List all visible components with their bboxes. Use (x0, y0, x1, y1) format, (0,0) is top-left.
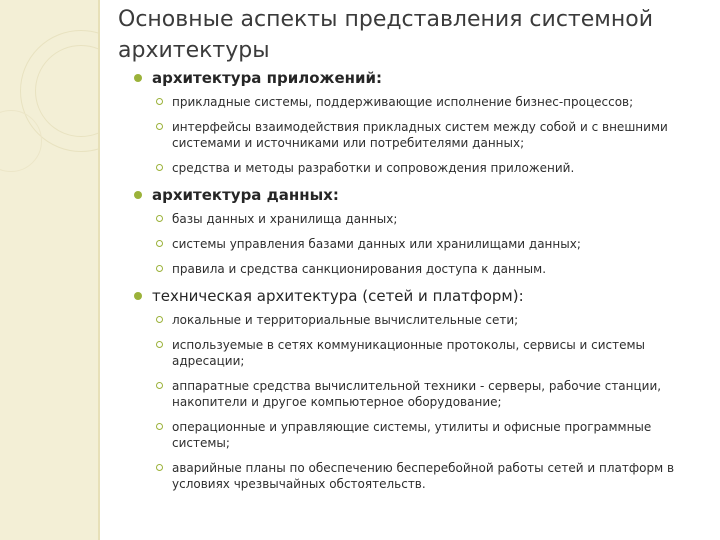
list-item-text: аппаратные средства вычислительной техники - серверы, рабочие станции, накопители и другое компьютерное оборудование; (172, 379, 662, 409)
section-applications (134, 68, 706, 176)
ring-bullet-icon (156, 98, 163, 105)
slide-title: Основные аспекты представления системной архитектуры (118, 7, 654, 63)
list-item-text: локальные и территориальные вычислительные сети; (172, 313, 519, 327)
section-heading: архитектура приложений: (152, 69, 383, 87)
ring-bullet-icon (156, 240, 163, 247)
list-item-text: базы данных и хранилища данных; (172, 212, 398, 226)
ring-bullet-icon (156, 164, 163, 171)
ring-bullet-icon (156, 341, 163, 348)
ring-bullet-icon (156, 382, 163, 389)
list-item (152, 236, 706, 252)
section-technical (134, 286, 706, 492)
sub-list (152, 94, 706, 176)
ring-bullet-icon (156, 423, 163, 430)
sub-list (152, 211, 706, 277)
bullet-icon (134, 74, 142, 82)
list-item-text: системы управления базами данных или хранилищами данных; (172, 237, 581, 251)
ring-bullet-icon (156, 464, 163, 471)
list-item (152, 261, 706, 277)
bullet-icon (134, 292, 142, 300)
list-item (152, 160, 706, 176)
section-heading: техническая архитектура (сетей и платформ): (152, 287, 524, 305)
ring-bullet-icon (156, 215, 163, 222)
list-item (152, 419, 706, 451)
list-item-text: аварийные планы по обеспечению бесперебойной работы сетей и платформ в условиях чрезвычайных обстоятельств. (172, 461, 675, 491)
list-item (152, 211, 706, 227)
list-item (152, 94, 706, 110)
bullet-icon (134, 191, 142, 199)
list-item-text: интерфейсы взаимодействия прикладных систем между собой и с внешними системами и источниками или потребителями данных; (172, 120, 668, 150)
section-heading: архитектура данных: (152, 186, 339, 204)
list-item-text: правила и средства санкционирования доступа к данным. (172, 262, 547, 276)
list-item (152, 378, 706, 410)
ring-bullet-icon (156, 123, 163, 130)
section-data (134, 185, 706, 277)
list-item (152, 312, 706, 328)
side-divider (98, 0, 100, 540)
decorative-side-panel (0, 0, 100, 540)
sub-list (152, 312, 706, 492)
list-item-text: средства и методы разработки и сопровождения приложений. (172, 161, 575, 175)
list-item (152, 337, 706, 369)
slide-content (134, 68, 706, 501)
list-item-text: прикладные системы, поддерживающие исполнение бизнес-процессов; (172, 95, 634, 109)
list-item-text: операционные и управляющие системы, утилиты и офисные программные системы; (172, 420, 652, 450)
list-item (152, 119, 706, 151)
list-item (152, 460, 706, 492)
ring-bullet-icon (156, 265, 163, 272)
list-item-text: используемые в сетях коммуникационные протоколы, сервисы и системы адресации; (172, 338, 645, 368)
ring-bullet-icon (156, 316, 163, 323)
